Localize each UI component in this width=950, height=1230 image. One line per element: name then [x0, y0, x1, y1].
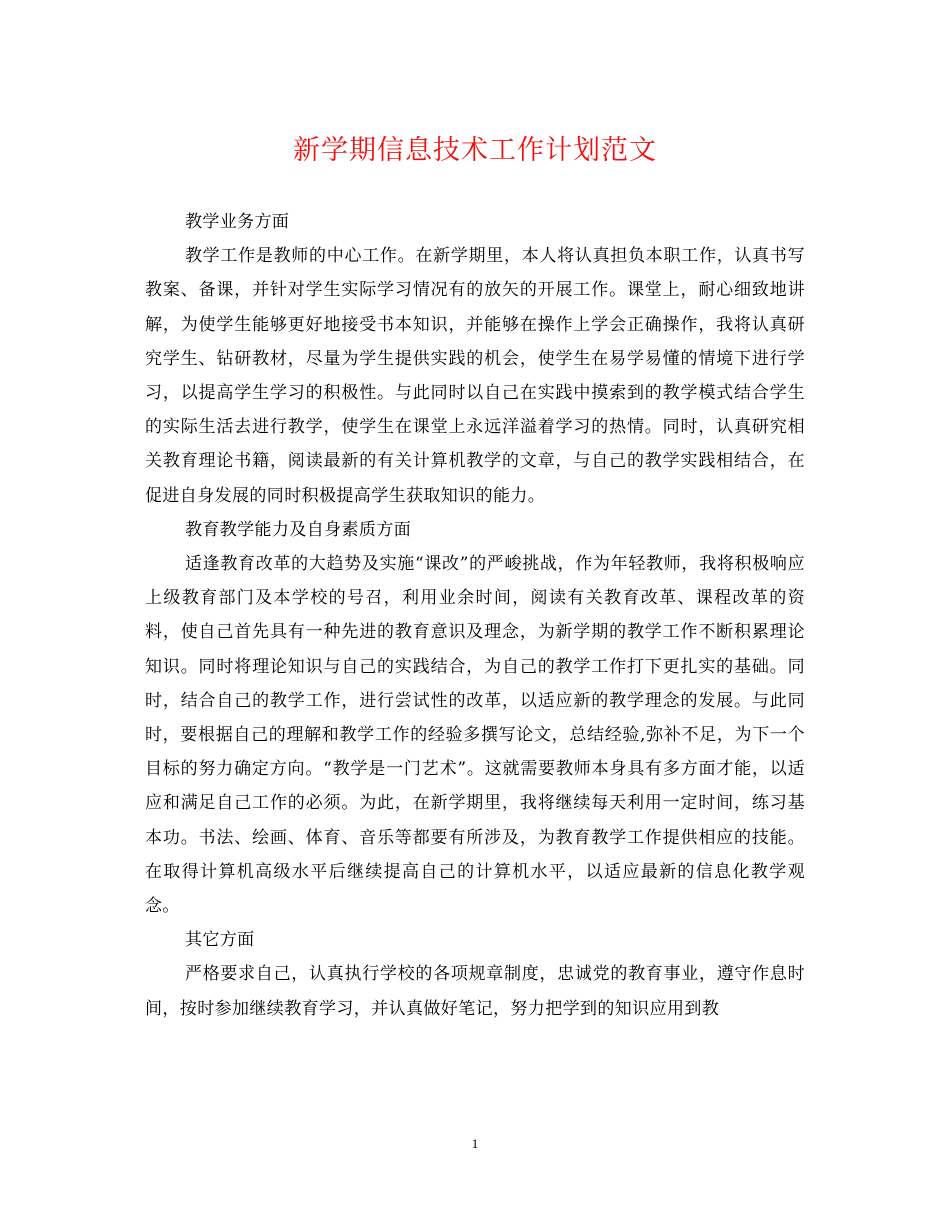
document-title: 新学期信息技术工作计划范文	[293, 135, 657, 166]
document-body	[145, 205, 805, 1026]
page-number: 1	[471, 1136, 479, 1151]
section-paragraph-teaching-business: 教学工作是教师的中心工作。在新学期里，本人将认真担负本职工作，认真书写教案、备课，并针对学生实际学习情况有的放矢的开展工作。课堂上，耐心细致地讲解，为使学生能够更好地接受书本知识，并能够在操作上学会正确操作，我将认真研究学生、钻研教材，尽量为学生提供实践的机会，使学生在易学易懂的情境下进行学习，以提高学生学习的积极性。与此同时以自己在实践中摸索到的教学模式结合学生的实际生活去进行教学，使学生在课堂上永远洋溢着学习的热情。同时，认真研究相关教育理论书籍，阅读最新的有关计算机教学的文章，与自己的教学实践相结合，在促进自身发展的同时积极提高学生获取知识的能力。	[145, 246, 805, 506]
section-paragraph-teaching-ability: 适逢教育改革的大趋势及实施“课改”的严峻挑战，作为年轻教师，我将积极响应上级教育部门及本学校的号召，利用业余时间，阅读有关教育改革、课程改革的资料，使自己首先具有一种先进的教育意识及理念，为新学期的教学工作不断积累理论知识。同时将理论知识与自己的实践结合，为自己的教学工作打下更扎实的基础。同时，结合自己的教学工作，进行尝试性的改革，以适应新的教学理念的发展。与此同时，要根据自己的理解和教学工作的经验多撰写论文，总结经验,弥补不足，为下一个目标的努力确定方向。“教学是一门艺术”。这就需要教师本身具有多方面才能，以适应和满足自己工作的必须。为此，在新学期里，我将继续每天利用一定时间，练习基本功。书法、绘画、体育、音乐等都要有所涉及，为教育教学工作提供相应的技能。在取得计算机高级水平后继续提高自己的计算机水平，以适应最新的信息化教学观念。	[145, 554, 805, 917]
section-heading-teaching-business: 教学业务方面	[184, 212, 290, 232]
section-paragraph-other: 严格要求自己，认真执行学校的各项规章制度，忠诚党的教育事业，遵守作息时间，按时参加继续教育学习，并认真做好笔记，努力把学到的知识应用到教	[145, 964, 805, 1019]
section-heading-other: 其它方面	[184, 930, 255, 951]
section-heading-teaching-ability: 教育教学能力及自身素质方面	[184, 519, 412, 540]
